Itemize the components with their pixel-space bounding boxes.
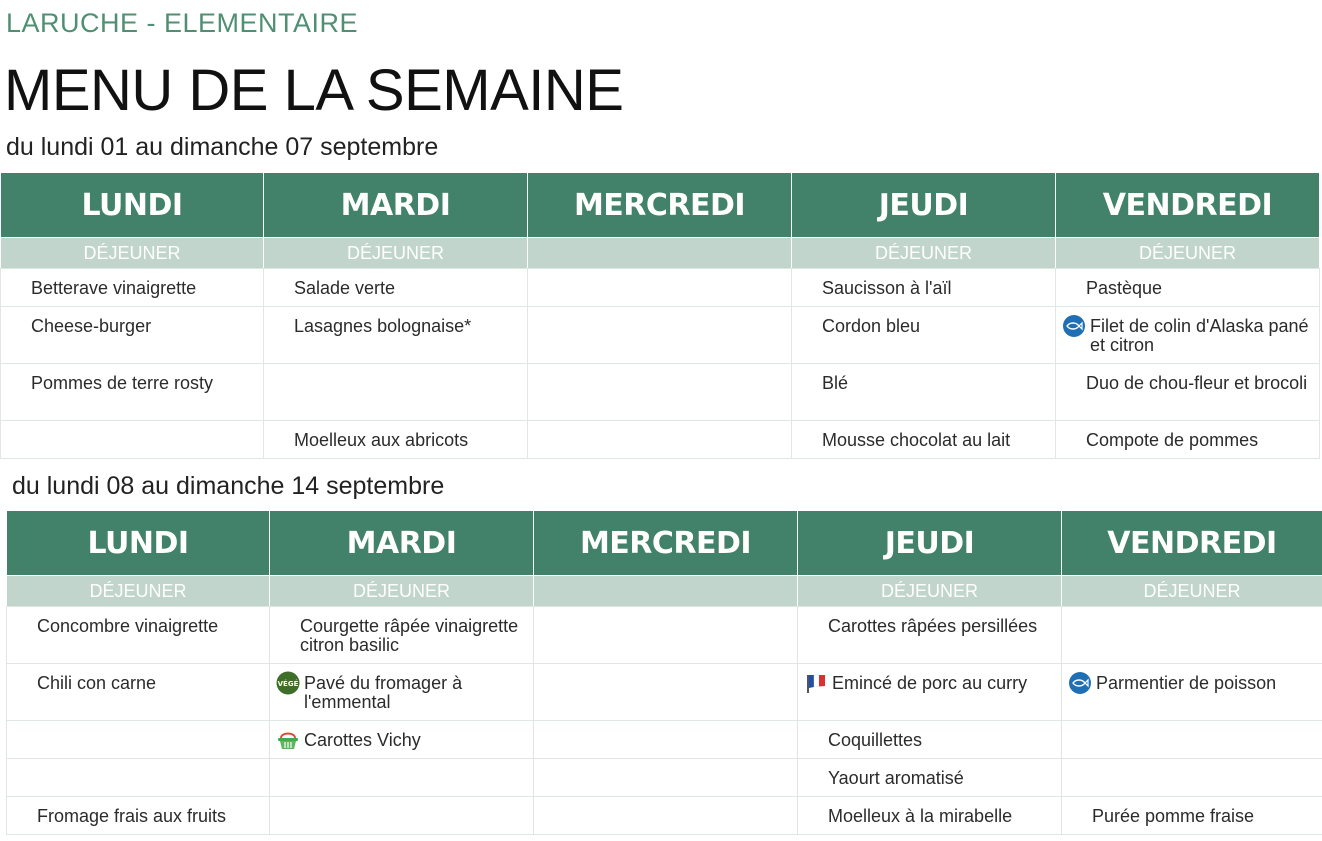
dish [534, 721, 797, 731]
menu-cell [1062, 664, 1322, 721]
dish: Moelleux à la mirabelle [828, 806, 1013, 826]
menu-cell [792, 307, 1056, 364]
day-wednesday: MERCREDI [528, 173, 792, 238]
dish: Cordon bleu [822, 316, 921, 336]
dish: Courgette râpée vinaigrette citron basilic [300, 616, 519, 655]
dish [1, 421, 263, 431]
school-name: LARUCHE - ELEMENTAIRE [6, 8, 359, 38]
meal-label [534, 576, 798, 607]
dish: Coquillettes [828, 730, 923, 750]
dish: Blé [822, 373, 849, 393]
dish: Lasagnes bolognaise* [294, 316, 472, 336]
dish [528, 269, 791, 279]
menu-cell [264, 307, 528, 364]
menu-cell [798, 607, 1062, 664]
menu-cell [1056, 421, 1320, 459]
dish [528, 421, 791, 431]
dish: Mousse chocolat au lait [822, 430, 1011, 450]
menu-cell [1, 269, 264, 307]
menu-cell [798, 721, 1062, 759]
dish [270, 797, 533, 807]
dish: Concombre vinaigrette [37, 616, 219, 636]
week-1-menu-table [0, 172, 1320, 459]
dish-with-icon [270, 721, 533, 752]
meal-label: DÉJEUNER [798, 576, 1062, 607]
menu-cell [792, 364, 1056, 421]
fish-icon [1068, 671, 1092, 695]
menu-cell [792, 421, 1056, 459]
menu-cell [534, 721, 798, 759]
menu-cell [798, 759, 1062, 797]
table-row [7, 664, 1322, 721]
menu-cell [1062, 607, 1322, 664]
week-1-range: du lundi 01 au dimanche 07 septembre [6, 133, 439, 161]
menu-cell [798, 797, 1062, 835]
dish [7, 759, 269, 769]
dish-with-icon [798, 664, 1061, 695]
menu-cell [264, 364, 528, 421]
table-row [7, 797, 1322, 835]
menu-cell [1056, 269, 1320, 307]
dish-with-icon [1056, 307, 1319, 355]
menu-cell [1062, 721, 1322, 759]
menu-cell [534, 797, 798, 835]
veggie-icon [276, 671, 300, 695]
menu-cell [270, 759, 534, 797]
day-monday: LUNDI [1, 173, 264, 238]
menu-cell [792, 269, 1056, 307]
dish [534, 664, 797, 674]
dish-label: Pavé du fromager à l'emmental [304, 673, 463, 712]
dish: Fromage frais aux fruits [37, 806, 227, 826]
menu-cell [7, 664, 270, 721]
menu-cell [264, 269, 528, 307]
menu-cell [534, 607, 798, 664]
menu-cell [528, 307, 792, 364]
dish [534, 607, 797, 617]
week-2-menu-table [6, 510, 1322, 835]
day-friday: VENDREDI [1062, 511, 1322, 576]
menu-cell [528, 421, 792, 459]
dish [270, 759, 533, 769]
menu-cell [528, 364, 792, 421]
menu-cell [7, 797, 270, 835]
menu-cell [534, 664, 798, 721]
dish [7, 721, 269, 731]
menu-cell [270, 664, 534, 721]
menu-cell [270, 607, 534, 664]
dish [1062, 759, 1322, 769]
fish-icon [1062, 314, 1086, 338]
meal-label: DÉJEUNER [1062, 576, 1322, 607]
day-friday: VENDREDI [1056, 173, 1320, 238]
dish [534, 797, 797, 807]
dish: Purée pomme fraise [1092, 806, 1255, 826]
dish-label: Filet de colin d'Alaska pané et citron [1090, 316, 1309, 355]
meal-label: DÉJEUNER [264, 238, 528, 269]
table-row [7, 721, 1322, 759]
veggie-icon-text: VÉGÉ [277, 680, 299, 688]
day-tuesday: MARDI [270, 511, 534, 576]
menu-cell [7, 721, 270, 759]
menu-cell [270, 721, 534, 759]
meal-label: DÉJEUNER [1, 238, 264, 269]
day-monday: LUNDI [7, 511, 270, 576]
dish: Cheese-burger [31, 316, 152, 336]
menu-cell [7, 607, 270, 664]
dish: Saucisson à l'aïl [822, 278, 952, 298]
dish: Salade verte [294, 278, 396, 298]
table-row [1, 421, 1320, 459]
dish [528, 364, 791, 374]
dish-with-icon [270, 664, 533, 712]
dish-with-icon [1062, 664, 1322, 695]
dish: Compote de pommes [1086, 430, 1259, 450]
menu-cell [1056, 364, 1320, 421]
day-thursday: JEUDI [798, 511, 1062, 576]
menu-cell [534, 759, 798, 797]
dish: Carottes râpées persillées [828, 616, 1038, 636]
dish: Chili con carne [37, 673, 157, 693]
dish [1062, 607, 1322, 617]
day-thursday: JEUDI [792, 173, 1056, 238]
dish-label: Emincé de porc au curry [832, 673, 1028, 693]
dish: Betterave vinaigrette [31, 278, 197, 298]
menu-cell [1, 364, 264, 421]
dish-label: Parmentier de poisson [1096, 673, 1277, 693]
dish [528, 307, 791, 317]
france-flag-icon [804, 671, 828, 695]
table-row [1, 364, 1320, 421]
menu-cell [798, 664, 1062, 721]
menu-cell [1056, 307, 1320, 364]
menu-cell [1062, 797, 1322, 835]
dish: Pastèque [1086, 278, 1163, 298]
meal-label [528, 238, 792, 269]
day-tuesday: MARDI [264, 173, 528, 238]
week-2-day-header-row [7, 511, 1322, 576]
dish [1062, 721, 1322, 731]
menu-cell [1, 307, 264, 364]
meal-label: DÉJEUNER [792, 238, 1056, 269]
dish-label: Carottes Vichy [304, 730, 421, 750]
meal-label: DÉJEUNER [270, 576, 534, 607]
meal-label: DÉJEUNER [7, 576, 270, 607]
week-1-day-header-row [1, 173, 1320, 238]
menu-cell [7, 759, 270, 797]
meal-label: DÉJEUNER [1056, 238, 1320, 269]
table-row [7, 759, 1322, 797]
menu-cell [1062, 759, 1322, 797]
table-row [1, 269, 1320, 307]
basket-icon [276, 728, 300, 752]
menu-cell [270, 797, 534, 835]
menu-cell [264, 421, 528, 459]
day-wednesday: MERCREDI [534, 511, 798, 576]
dish: Moelleux aux abricots [294, 430, 469, 450]
dish: Yaourt aromatisé [828, 768, 964, 788]
week-1-meal-row [1, 238, 1320, 269]
dish [264, 364, 527, 374]
week-2-meal-row [7, 576, 1322, 607]
page-title: MENU DE LA SEMAINE [4, 58, 624, 123]
dish [534, 759, 797, 769]
week-2-range: du lundi 08 au dimanche 14 septembre [12, 472, 445, 500]
menu-cell [1, 421, 264, 459]
menu-cell [528, 269, 792, 307]
table-row [7, 607, 1322, 664]
dish: Duo de chou-fleur et brocoli [1086, 373, 1308, 393]
table-row [1, 307, 1320, 364]
dish: Pommes de terre rosty [31, 373, 214, 393]
